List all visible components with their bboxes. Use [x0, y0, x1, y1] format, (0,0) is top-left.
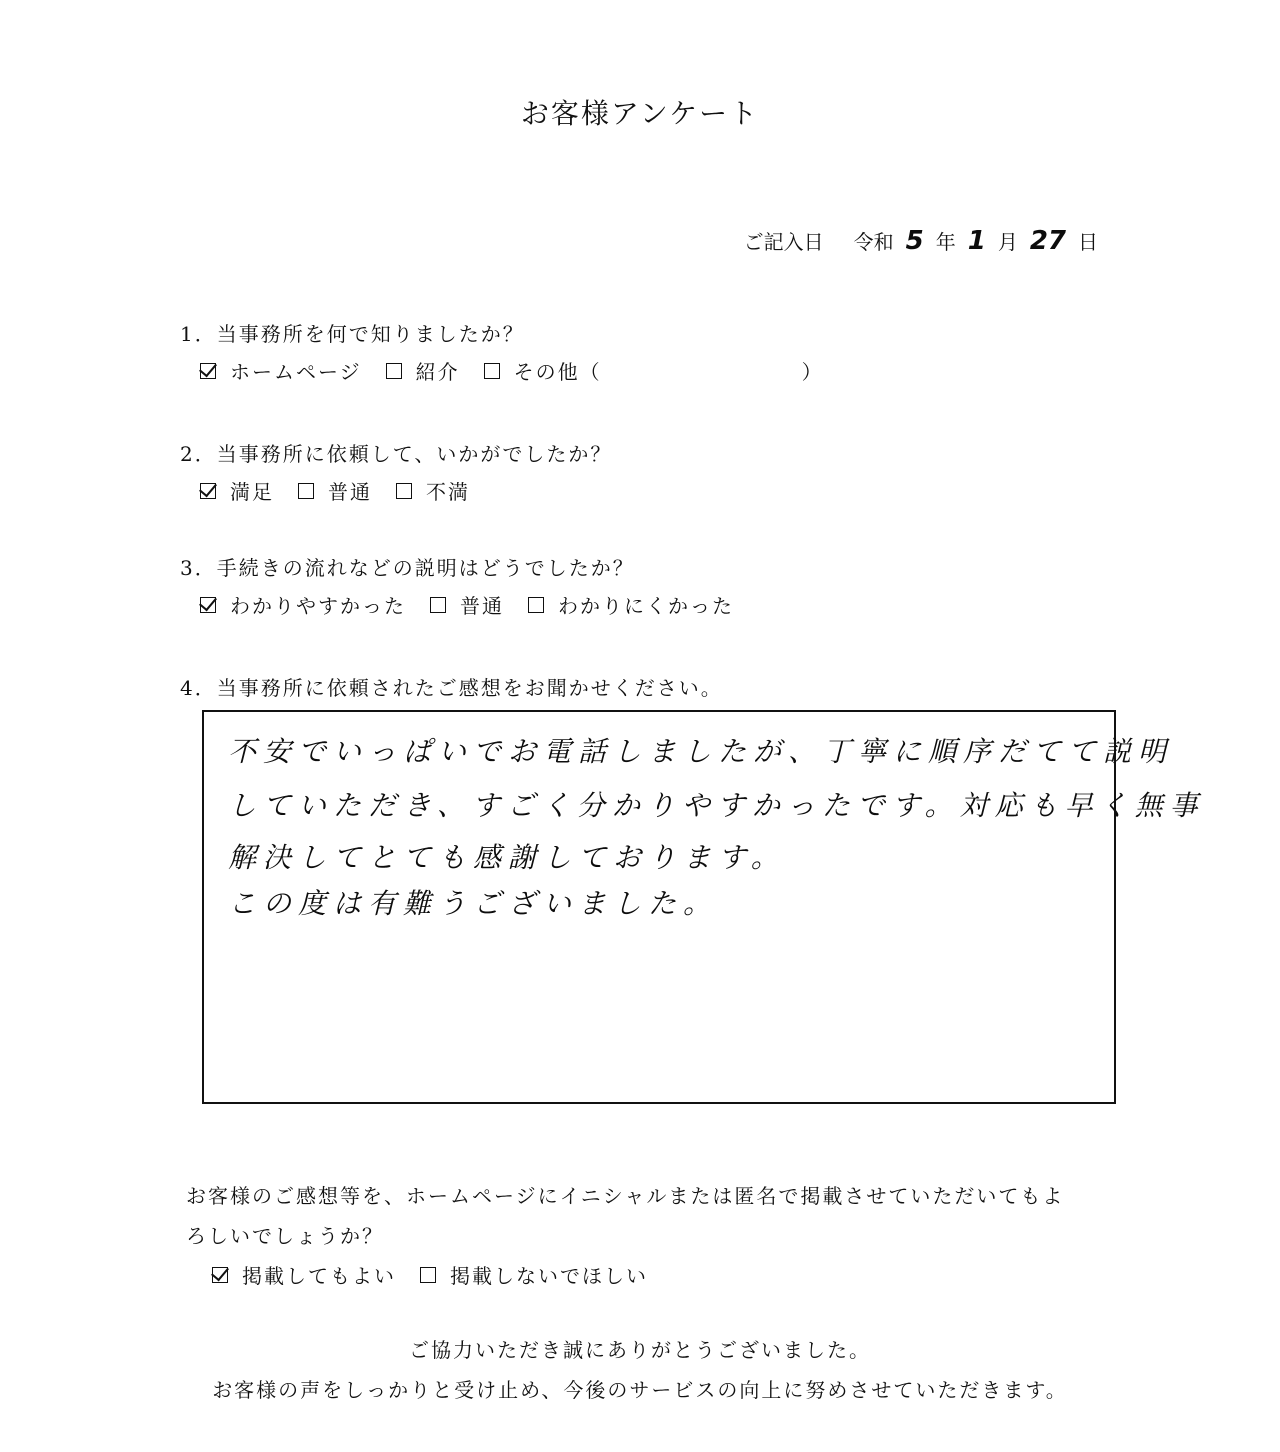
- consent-options: [212, 1260, 672, 1289]
- checkbox-other[interactable]: [484, 363, 500, 379]
- thanks-line-1: ご協力いただき誠にありがとうございました。: [409, 1338, 871, 1362]
- date-day[interactable]: 27: [1029, 226, 1066, 256]
- option-homepage[interactable]: [200, 356, 362, 385]
- option-label: その他（: [513, 360, 602, 384]
- checkbox-normal[interactable]: [298, 483, 314, 499]
- option-normal[interactable]: [430, 590, 504, 619]
- checkbox-dissatisfied[interactable]: [396, 483, 412, 499]
- question-4: 4．当事務所に依頼されたご感想をお聞かせください。: [180, 676, 723, 700]
- option-label: 掲載してもよい: [242, 1264, 396, 1288]
- checkbox-hard[interactable]: [528, 597, 544, 613]
- date-month[interactable]: 1: [967, 226, 986, 256]
- option-easy[interactable]: [200, 590, 406, 619]
- option-referral[interactable]: [386, 356, 460, 385]
- option-label: わかりにくかった: [558, 594, 734, 618]
- option-normal[interactable]: [298, 476, 372, 505]
- option-label: ホームページ: [230, 360, 362, 384]
- option-satisfied[interactable]: [200, 476, 274, 505]
- option-label: 掲載しないでほしい: [450, 1264, 648, 1288]
- question-2: 2．当事務所に依頼して、いかがでしたか？: [180, 442, 613, 466]
- option-label: 普通: [328, 480, 372, 504]
- other-close-paren: ）: [801, 360, 824, 384]
- checkbox-satisfied-checked[interactable]: [200, 483, 216, 499]
- date-year[interactable]: 5: [905, 226, 924, 256]
- answer-line-2: していただき、すごく分かりやすかったです。対応も早く無事: [228, 789, 1205, 822]
- date-year-unit: 年: [935, 230, 956, 254]
- option-label: 紹介: [415, 360, 460, 384]
- checkbox-easy-checked[interactable]: [200, 597, 216, 613]
- option-label: 普通: [460, 594, 504, 618]
- question-3-options: [200, 590, 758, 619]
- checkbox-referral[interactable]: [386, 363, 402, 379]
- survey-title: お客様アンケート: [520, 97, 760, 130]
- checkbox-deny-publish[interactable]: [420, 1267, 436, 1283]
- date-day-unit: 日: [1078, 230, 1098, 254]
- answer-line-1: 不安でいっぱいでお電話しましたが、丁寧に順序だてて説明: [228, 735, 1174, 768]
- question-1-options: [200, 356, 848, 385]
- option-dissatisfied[interactable]: [396, 476, 470, 505]
- consent-question-line-2: ろしいでしょうか？: [186, 1224, 384, 1248]
- date-row: [744, 226, 1098, 256]
- option-label: 満足: [230, 480, 274, 504]
- question-3: 3．手続きの流れなどの説明はどうでしたか？: [180, 556, 635, 580]
- checkbox-normal[interactable]: [430, 597, 446, 613]
- date-era: 令和: [853, 230, 894, 254]
- option-label: 不満: [426, 480, 470, 504]
- answer-line-4: この度は有難うございました。: [228, 887, 719, 920]
- date-month-unit: 月: [997, 230, 1018, 254]
- option-deny-publish[interactable]: [420, 1260, 648, 1289]
- thanks-line-2: お客様の声をしっかりと受け止め、今後のサービスの向上に努めさせていただきます。: [212, 1378, 1068, 1402]
- question-2-options: [200, 476, 494, 505]
- answer-box[interactable]: [202, 710, 1205, 1104]
- question-1: 1．当事務所を何で知りましたか？: [180, 322, 525, 346]
- option-allow-publish[interactable]: [212, 1260, 396, 1289]
- answer-line-3: 解決してとても感謝しております。: [228, 841, 786, 874]
- consent-question-line-1: お客様のご感想等を、ホームページにイニシャルまたは匿名で掲載させていただいてもよ: [186, 1184, 1065, 1208]
- option-label: わかりやすかった: [230, 594, 406, 618]
- option-other[interactable]: [484, 356, 824, 385]
- checkbox-homepage-checked[interactable]: [200, 363, 216, 379]
- option-hard[interactable]: [528, 590, 734, 619]
- checkbox-allow-publish-checked[interactable]: [212, 1267, 228, 1283]
- date-label: ご記入日: [743, 230, 824, 254]
